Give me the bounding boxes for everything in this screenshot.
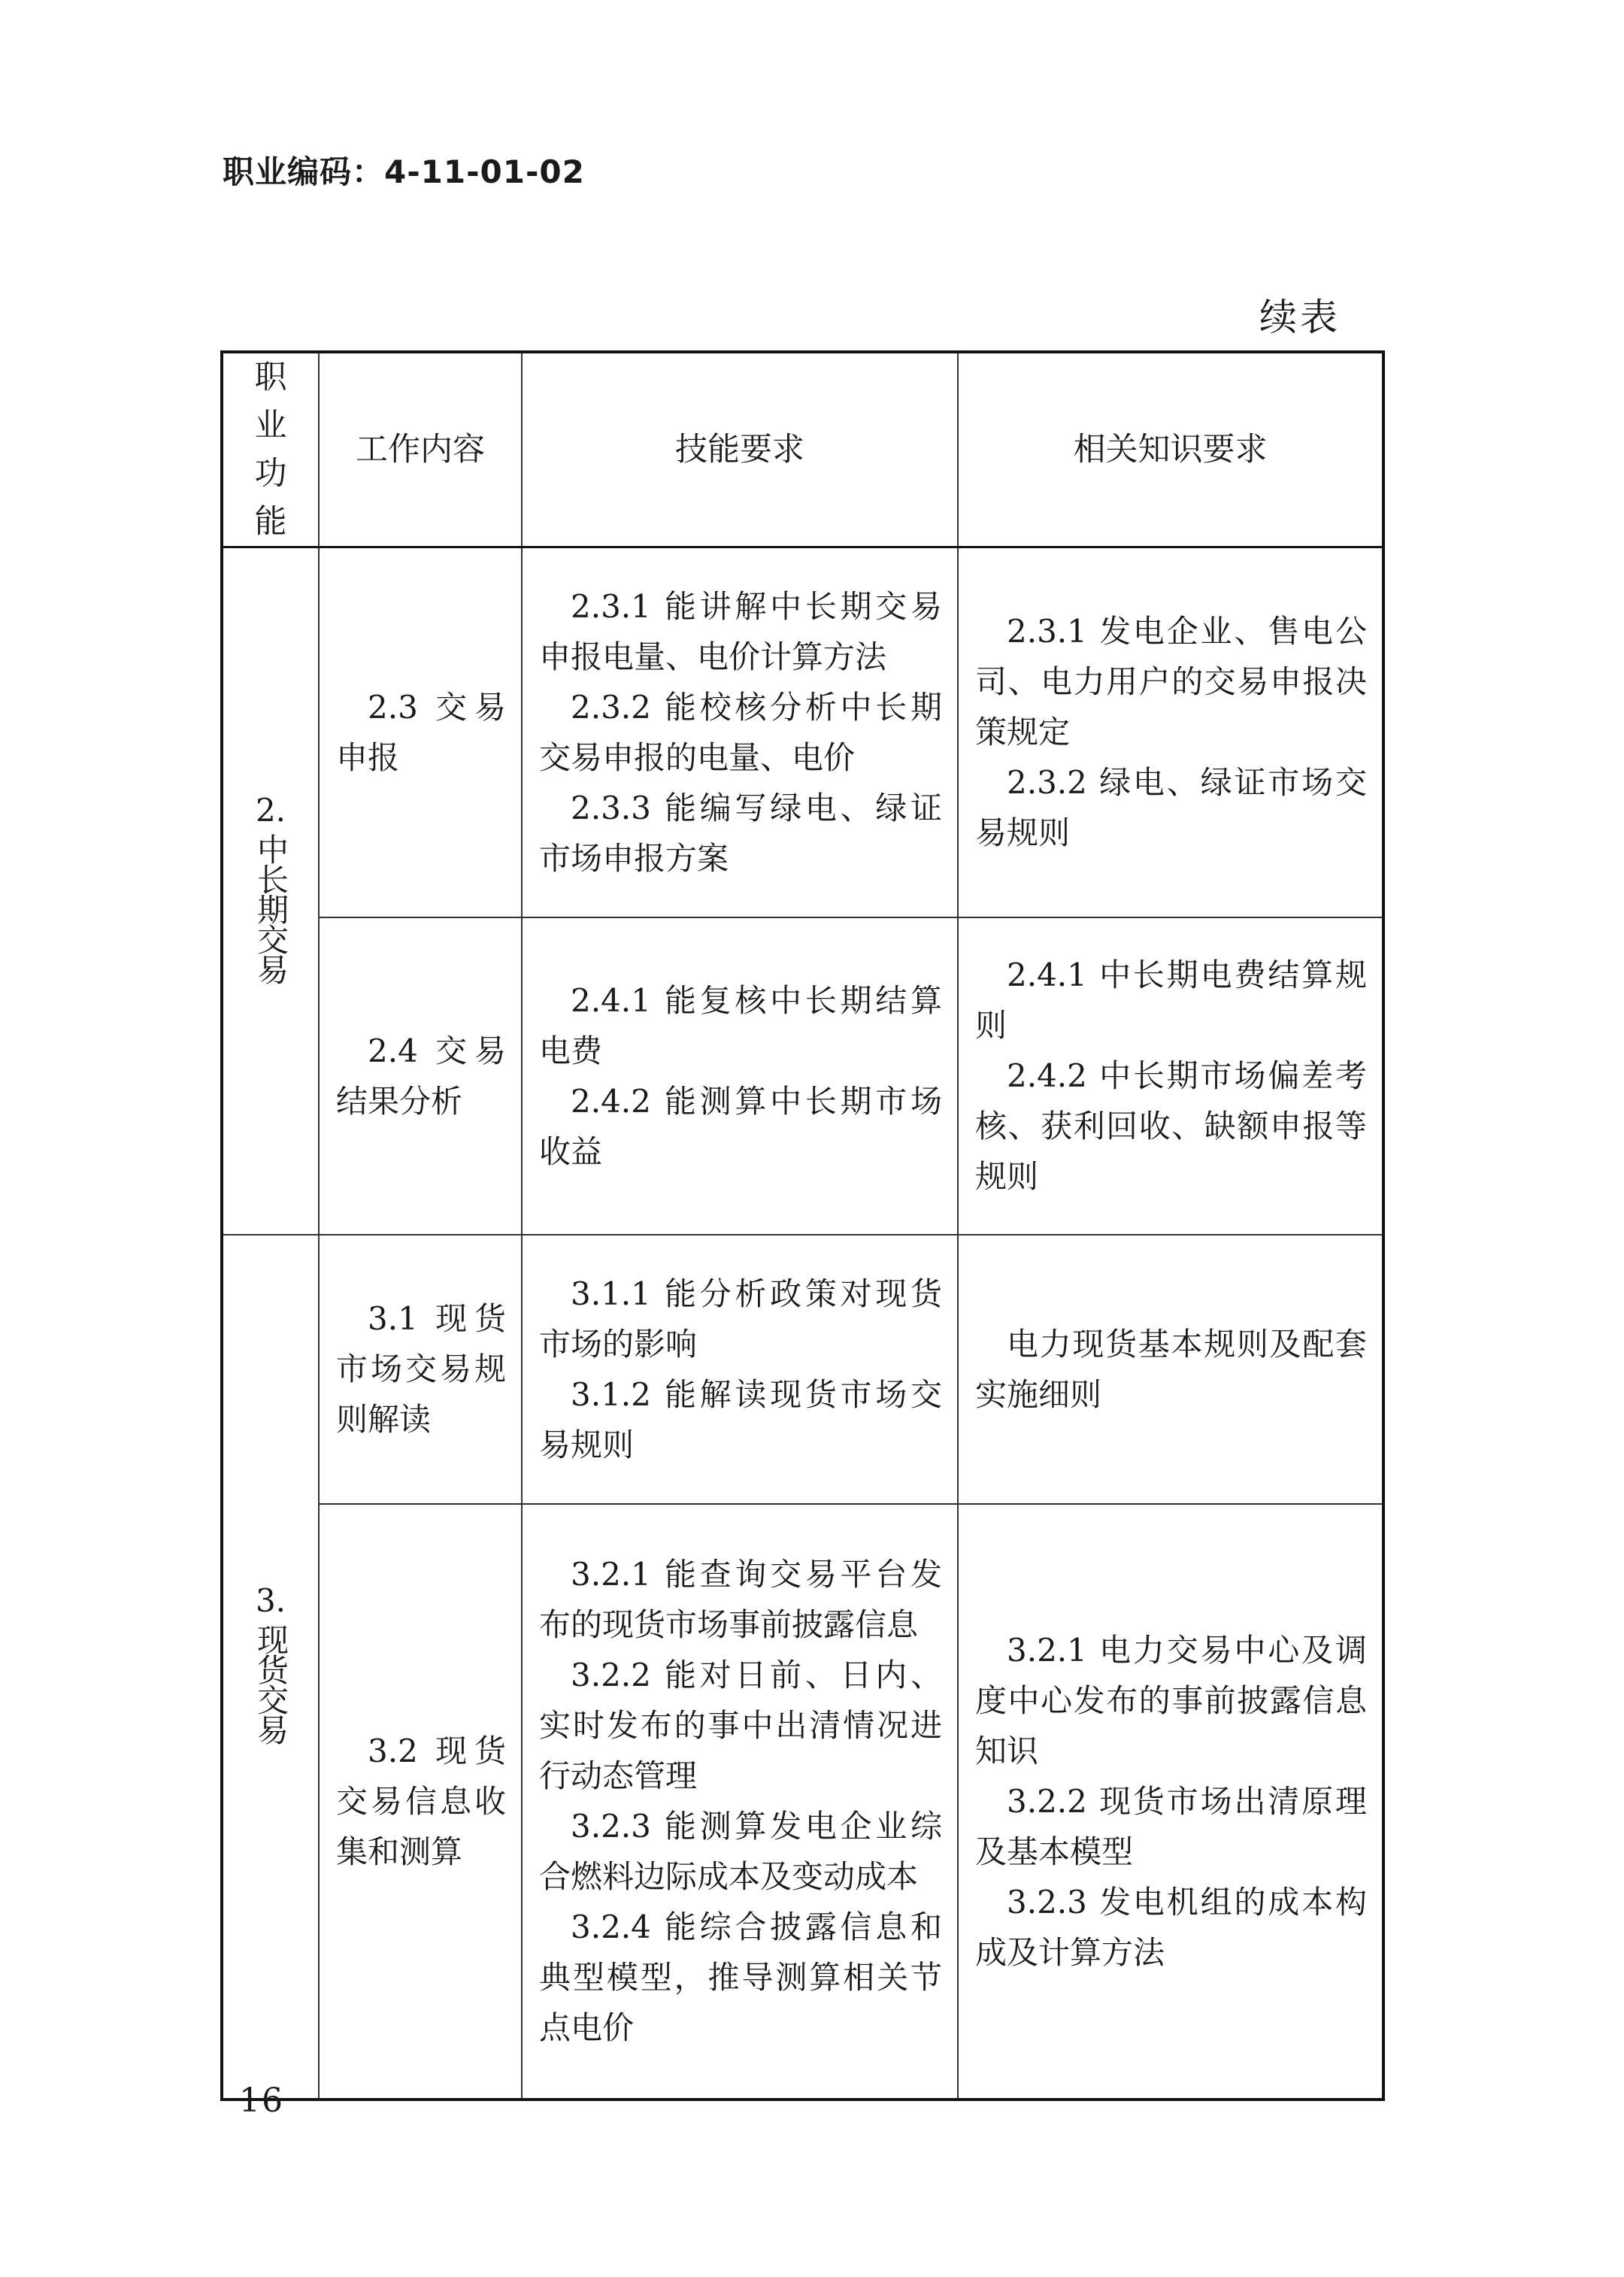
work-content-cell — [319, 547, 522, 917]
knowledge-item: 2.3.2 绿电、绿证市场交易规则 — [975, 764, 1367, 852]
column-header-knowledge-requirements: 相关知识要求 — [958, 352, 1383, 547]
skill-item: 3.1.2 能解读现货市场交易规则 — [539, 1375, 942, 1463]
skill-item: 3.2.4 能综合披露信息和典型模型，推导测算相关节点电价 — [539, 1909, 942, 2046]
column-header-skill-requirements: 技能要求 — [522, 352, 958, 547]
skill-item: 3.1.1 能分析政策对现货市场的影响 — [539, 1275, 942, 1363]
work-content-cell — [319, 917, 522, 1235]
page-number: 16 — [239, 2081, 284, 2120]
skill-requirements-table — [220, 350, 1385, 2101]
skill-item: 2.3.2 能校核分析中长期交易申报的电量、电价 — [539, 688, 942, 776]
knowledge-cell — [958, 917, 1383, 1235]
skill-cell — [522, 1504, 958, 2100]
function-name: 现货交易 — [253, 1624, 289, 1744]
skill-cell — [522, 917, 958, 1235]
knowledge-item: 3.2.3 发电机组的成本构成及计算方法 — [975, 1883, 1367, 1971]
table-row — [222, 547, 1383, 917]
skill-cell — [522, 1235, 958, 1504]
column-header-function — [222, 352, 319, 547]
work-content-text: 3.2 现货交易信息收集和测算 — [336, 1732, 506, 1870]
skill-item: 2.4.1 能复核中长期结算电费 — [539, 981, 942, 1069]
knowledge-cell — [958, 1504, 1383, 2100]
skill-item: 3.2.2 能对日前、日内、实时发布的事中出清情况进行动态管理 — [539, 1657, 942, 1794]
work-content-text: 2.3 交易申报 — [336, 688, 506, 776]
function-number: 2. — [255, 791, 286, 829]
skill-cell — [522, 547, 958, 917]
knowledge-cell — [958, 1235, 1383, 1504]
knowledge-cell — [958, 547, 1383, 917]
knowledge-item: 2.4.1 中长期电费结算规则 — [975, 957, 1367, 1044]
knowledge-item: 3.2.1 电力交易中心及调度中心发布的事前披露信息知识 — [975, 1631, 1367, 1769]
work-content-text: 2.4 交易结果分析 — [336, 1032, 506, 1120]
table-row — [222, 917, 1383, 1235]
work-content-cell — [319, 1504, 522, 2100]
skill-item: 2.4.2 能测算中长期市场收益 — [539, 1082, 942, 1170]
table-row — [222, 1235, 1383, 1504]
knowledge-item: 2.3.1 发电企业、售电公司、电力用户的交易申报决策规定 — [975, 613, 1367, 751]
function-cell-medium-long-term — [222, 547, 319, 1235]
column-header-function-label: 职业功能 — [254, 359, 287, 541]
skill-item: 2.3.1 能讲解中长期交易申报电量、电价计算方法 — [539, 587, 942, 675]
knowledge-item: 电力现货基本规则及配套实施细则 — [975, 1325, 1367, 1413]
work-content-text: 3.1 现货市场交易规则解读 — [336, 1300, 506, 1438]
knowledge-item: 3.2.2 现货市场出清原理及基本模型 — [975, 1782, 1367, 1870]
occupation-code: 职业编码：4-11-01-02 — [223, 153, 585, 190]
skill-item: 3.2.1 能查询交易平台发布的现货市场事前披露信息 — [539, 1556, 942, 1643]
skill-item: 3.2.3 能测算发电企业综合燃料边际成本及变动成本 — [539, 1808, 942, 1895]
knowledge-item: 2.4.2 中长期市场偏差考核、获利回收、缺额申报等规则 — [975, 1057, 1367, 1195]
work-content-cell — [319, 1235, 522, 1504]
skill-item: 2.3.3 能编写绿电、绿证市场申报方案 — [539, 789, 942, 877]
column-header-work-content: 工作内容 — [319, 352, 522, 547]
continued-table-label: 续表 — [1259, 296, 1341, 339]
function-cell-spot-trading — [222, 1235, 319, 2100]
function-number: 3. — [255, 1582, 286, 1619]
function-name: 中长期交易 — [253, 832, 289, 984]
table-row — [222, 1504, 1383, 2100]
table-header-row — [222, 352, 1383, 547]
